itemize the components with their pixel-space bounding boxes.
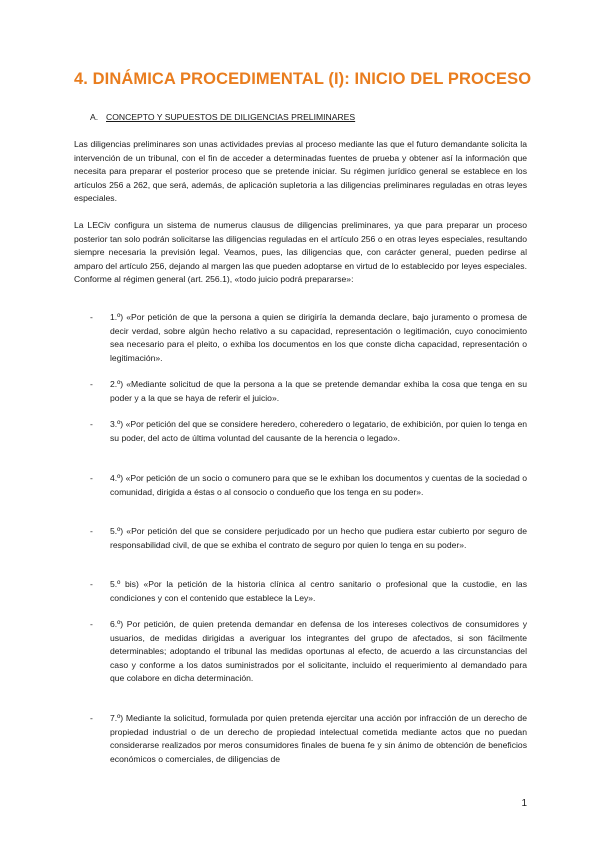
list-bullet: - <box>90 579 93 589</box>
list-item-text: 5.º) «Por petición del que se considere perjudicado por un hecho que pudiera estar cubierto por seguro de responsabilidad civil, de que se exhiba el contrato de seguro por quien lo tenga en su poder». <box>110 526 527 550</box>
paragraph: Las diligencias preliminares son unas actividades previas al proceso mediante las que el futuro demandante solicita la intervención de un tribunal, con el fin de acceder a determinadas fuentes de prueba y obtener así la información que necesita para preparar el posterior proceso que se pretende iniciar. Su régimen jurídico general se establece en los artículos 256 a 262, que será, además, de aplicación supletoria a las diligencias preliminares reguladas en otras leyes especiales. <box>74 139 527 203</box>
section-heading <box>90 112 355 122</box>
list-bullet: - <box>90 713 93 723</box>
list-item-text: 3.º) «Por petición del que se considere heredero, coheredero o legatario, de exhibición, por quien lo tenga en su poder, del acto de última voluntad del causante de la herencia o legado». <box>110 419 527 443</box>
list-bullet: - <box>90 526 93 536</box>
list-bullet: - <box>90 619 93 629</box>
chapter-title: 4. DINÁMICA PROCEDIMENTAL (I): INICIO DEL PROCESO <box>74 70 532 88</box>
page-number: 1 <box>521 798 527 809</box>
list-item-text: 7.º) Mediante la solicitud, formulada por quien pretenda ejercitar una acción por infracción de un derecho de propiedad industrial o de un derecho de propiedad intelectual cometida mediante actos que no puedan considerarse realizados por meros consumidores finales de buena fe y sin ánimo de obtención de beneficios económicos o comerciales, de diligencias de <box>110 713 527 764</box>
list-bullet: - <box>90 419 93 429</box>
section-title: CONCEPTO Y SUPUESTOS DE DILIGENCIAS PRELIMINARES <box>106 112 356 122</box>
list-item-text: 2.º) «Mediante solicitud de que la persona a la que se pretende demandar exhiba la cosa que tenga en su poder y a la que se haya de referir el juicio». <box>110 379 527 403</box>
list-bullet: - <box>90 473 93 483</box>
list-bullet: - <box>90 312 93 322</box>
list-bullet: - <box>90 379 93 389</box>
section-letter: A. <box>90 112 99 122</box>
paragraph: La LECiv configura un sistema de numerus clausus de diligencias preliminares, ya que para preparar un proceso posterior tan solo podrán solicitarse las diligencias reguladas en el artículo 256 o en otras leyes especiales, resultando siempre necesaria la previsión legal. Veamos, pues, las diligencias que, con carácter general, pueden pedirse al amparo del artículo 256, dejando al margen las que pueden adoptarse en virtud de lo establecido por leyes especiales. Conforme al régimen general (art. 256.1), «todo juicio podrá prepararse»: <box>74 220 527 284</box>
list-item-text: 4.º) «Por petición de un socio o comunero para que se le exhiban los documentos y cuentas de la sociedad o comunidad, dirigida a éstas o al consocio o condueño que los tenga en su poder». <box>110 473 527 497</box>
list-item-text: 6.º) Por petición, de quien pretenda demandar en defensa de los intereses colectivos de consumidores y usuarios, de medidas dirigidas a averiguar los integrantes del grupo de afectados, si son fácilmente determinables; adoptando el tribunal las medidas oportunas al efecto, de acuerdo a las circunstancias del caso y conforme a los datos suministrados por el solicitante, incluido el requerimiento al demandado para que colabore en dicha determinación. <box>110 619 527 683</box>
list-item-text: 5.º bis) «Por la petición de la historia clínica al centro sanitario o profesional que la custodie, en las condiciones y con el contenido que establece la Ley». <box>110 579 527 603</box>
list-item-text: 1.º) «Por petición de que la persona a quien se dirigiría la demanda declare, bajo juramento o promesa de decir verdad, sobre algún hecho relativo a su capacidad, representación o legitimación, cuyo conocimiento sea necesario para el pleito, o exhiba los documentos en los que conste dicha capacidad, representación o legitimación». <box>110 312 527 363</box>
